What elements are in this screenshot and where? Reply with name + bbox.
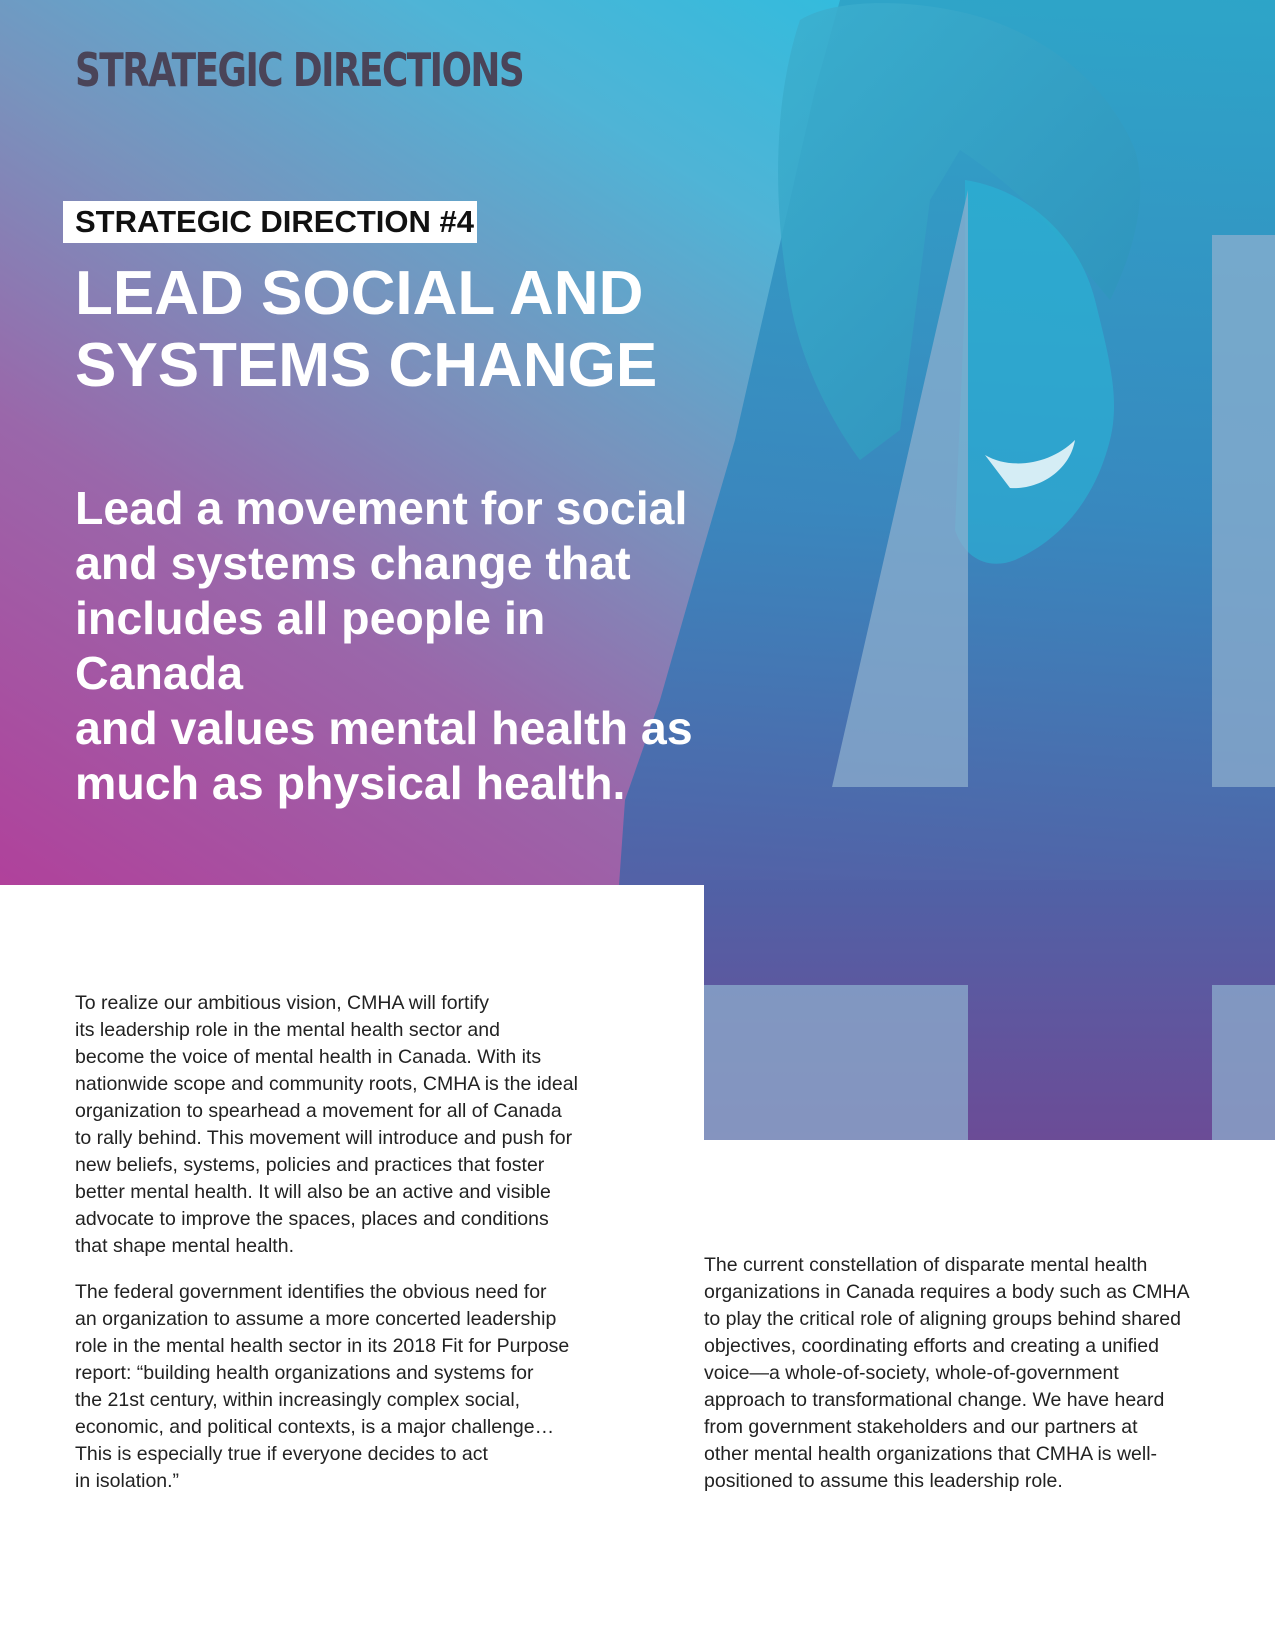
body-paragraph-3: The current constellation of disparate mental health organizations in Canada requires a body such as CMHA to play the critical role of aligning groups behind shared objectives, coordinating efforts and creating a unified voice—a whole-of-society, whole-of-government approach to transformational change. We have heard from government stakeholders and our partners at other mental health organizations that CMHA is well- positioned to assume this leadership role. (704, 1254, 1190, 1492)
body-paragraph-1: To realize our ambitious vision, CMHA will fortify its leadership role in the mental health sector and become the voice of mental health in Canada. With its nationwide scope and community roots, CMHA is the ideal organization to spearhead a movement for all of Canada to rally behind. This movement will introduce and push for new beliefs, systems, policies and practices that foster better mental health. It will also be an active and visible advocate to improve the spaces, places and conditions that shape mental health. (75, 992, 578, 1257)
section-title: STRATEGIC DIRECTIONS (75, 43, 524, 97)
badge-label: STRATEGIC DIRECTION #4 (75, 204, 475, 239)
direction-headline: LEAD SOCIAL AND SYSTEMS CHANGE (75, 259, 658, 400)
body-paragraph-2: The federal government identifies the obvious need for an organization to assume a more concerted leadership role in the mental health sector in its 2018 Fit for Purpose report: “building health organizations and systems for the 21st century, within increasingly complex social, economic, and political contexts, is a major challenge… This is especially true if everyone decides to act in isolation.” (75, 1281, 570, 1492)
direction-lead-statement: Lead a movement for social and systems change that includes all people in Canada and values mental health as much as physical health. (75, 482, 693, 809)
strategic-direction-badge (63, 201, 477, 243)
